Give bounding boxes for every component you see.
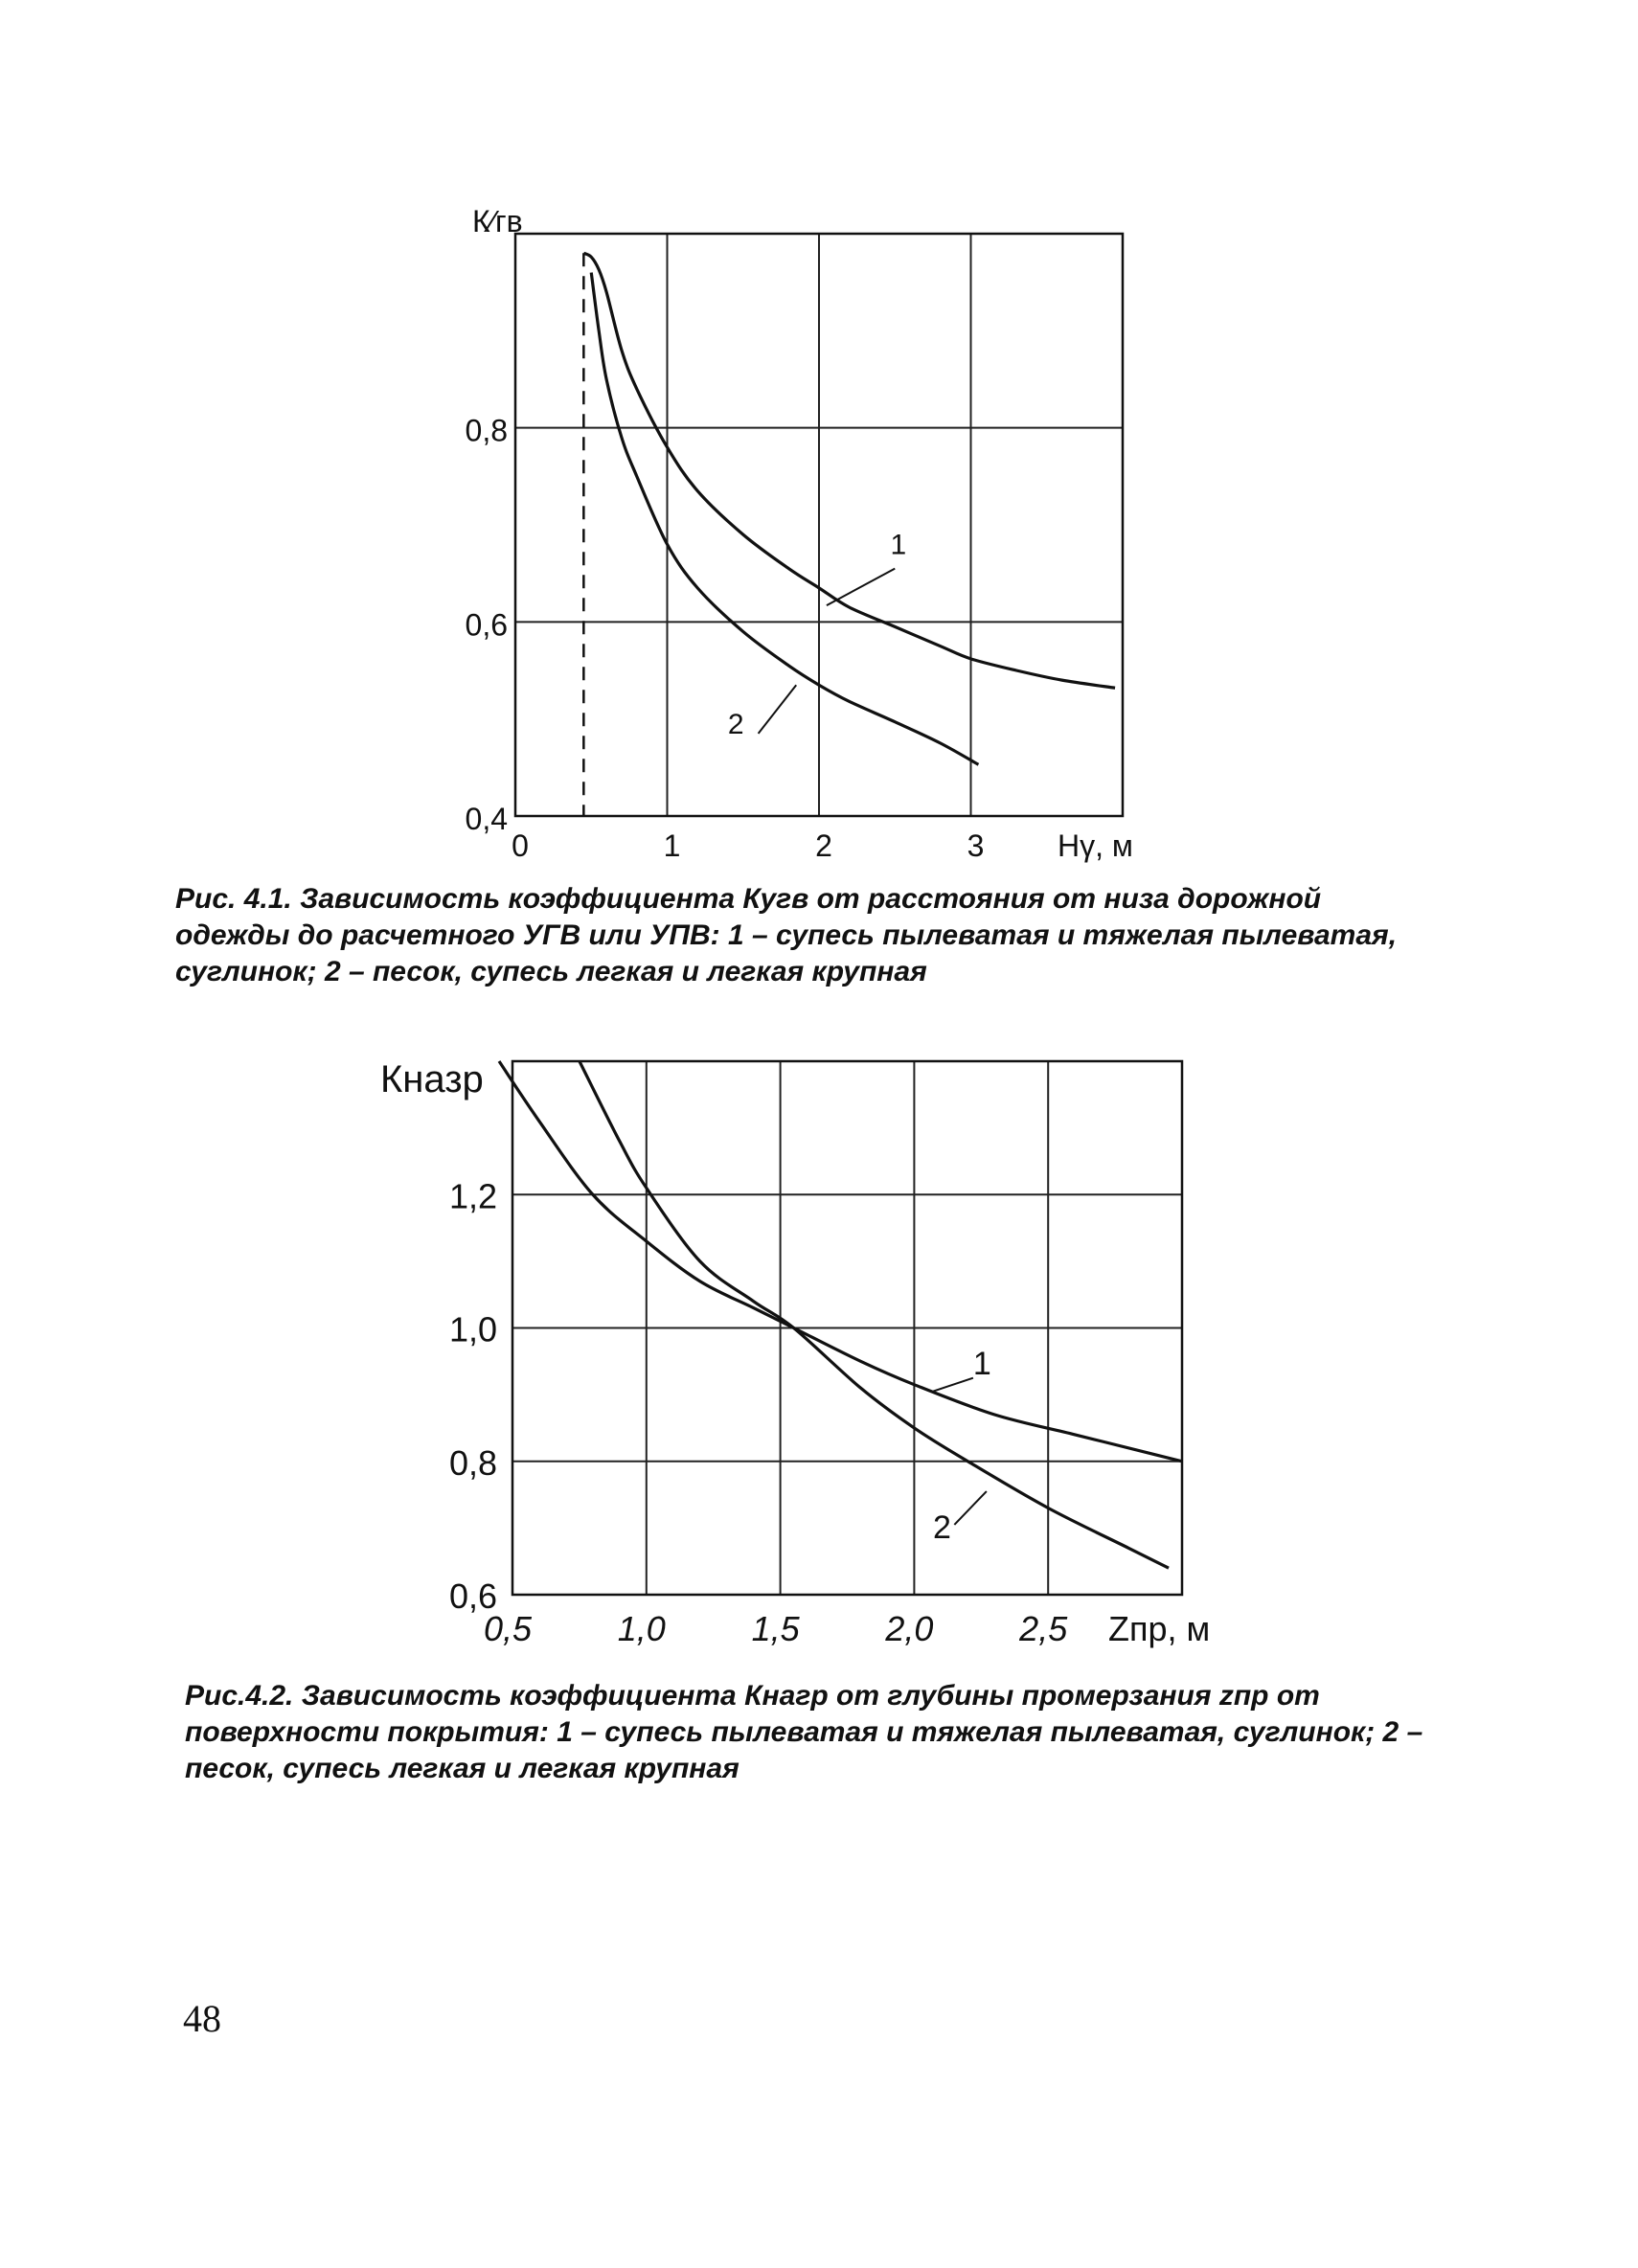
y-tick-label: 0,4: [465, 802, 508, 836]
curve-label-leader: [827, 569, 895, 606]
y-tick-label: 1,0: [448, 1309, 497, 1349]
page-number: 48: [183, 1997, 221, 2040]
y-tick-label: 0,6: [465, 607, 508, 643]
x-tick-label: 2,5: [1019, 1609, 1068, 1648]
y-tick-label: 0,8: [448, 1442, 497, 1483]
chart-1: [466, 204, 1133, 863]
x-tick-label: 1: [663, 828, 681, 863]
figure-2-caption: Рис.4.2. Зависимость коэффициента Кнагр от глубины промерзания zпр от поверхности покрытия: 1 – супесь пылеватая и тяжелая пылеватая, суглинок; 2 – песок, супесь легкая и легкая крупная: [185, 1680, 1423, 1784]
y-tick-label: 1,2: [448, 1176, 497, 1216]
series-2-line: [580, 1061, 1169, 1568]
figure-1-caption: Рис. 4.1. Зависимость коэффициента Кугв от расстояния от низа дорожной одежды до расчетного УГВ или УПВ: 1 – супесь пылеватая и тяжелая пылеватая, суглинок; 2 – песок, супесь легкая и легкая крупная: [175, 883, 1398, 987]
curve-label: 1: [890, 529, 907, 561]
curve-label-leader: [759, 685, 797, 734]
x-tick-label: 2,0: [885, 1609, 934, 1648]
chart-2: [380, 1058, 1210, 1648]
series-2-line: [591, 273, 978, 765]
curve-label: 2: [932, 1508, 951, 1546]
curve-label: 1: [972, 1346, 991, 1383]
series-1-line: [499, 1061, 1182, 1462]
x-tick-label: 2: [815, 828, 832, 863]
y-axis-label: Кназр: [380, 1058, 484, 1100]
curve-label-leader: [954, 1491, 987, 1525]
x-tick-label: 1,5: [751, 1609, 800, 1648]
x-tick-label: 1,0: [617, 1609, 666, 1648]
x-tick-label: 3: [967, 828, 985, 863]
y-tick-label: 0,6: [448, 1576, 497, 1616]
x-axis-label: Zпр, м: [1108, 1609, 1211, 1648]
x-axis-label: Hγ, м: [1058, 828, 1133, 863]
x-tick-label: 0: [512, 828, 529, 863]
y-axis-label: К∕гв: [472, 204, 523, 238]
x-tick-label: 0,5: [483, 1609, 533, 1648]
y-tick-label: 0,8: [465, 413, 508, 448]
curve-label-leader: [933, 1378, 973, 1392]
curve-label: 2: [727, 708, 744, 740]
